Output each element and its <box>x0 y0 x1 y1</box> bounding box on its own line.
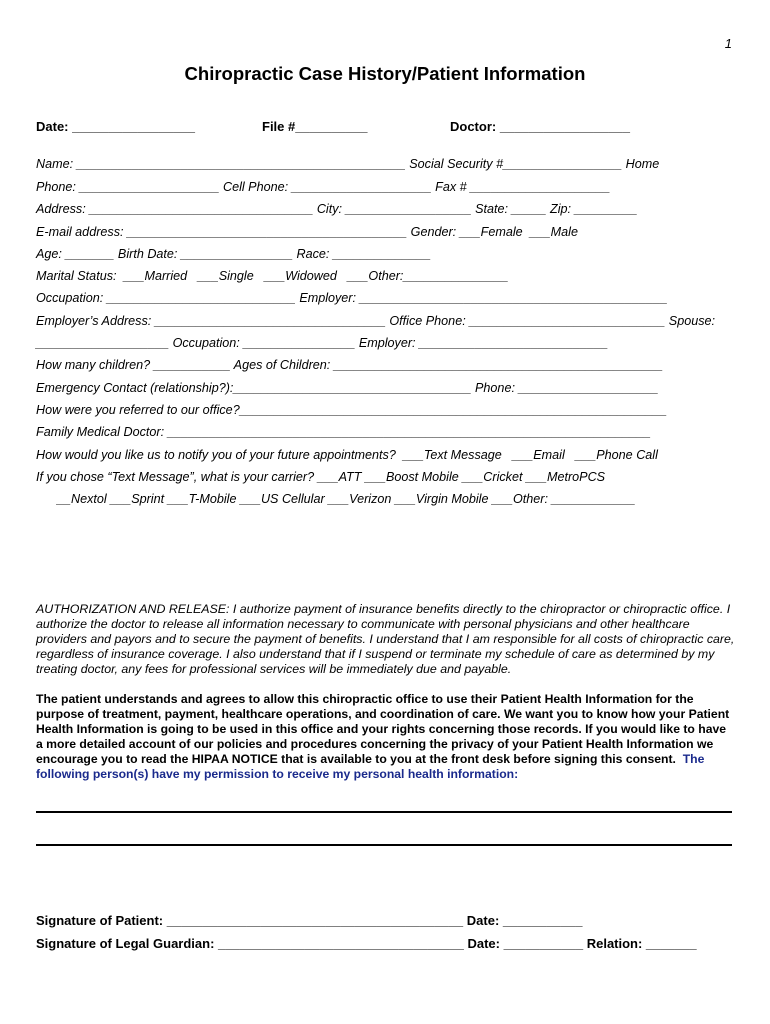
permission-entry-line-1[interactable] <box>36 811 732 813</box>
permission-entry-line-2[interactable] <box>36 844 732 846</box>
file-number-field[interactable]: File #__________ <box>262 119 368 134</box>
family-doctor-line[interactable]: Family Medical Doctor: _____________________________________________________________________ <box>36 425 651 439</box>
hipaa-consent-text <box>36 692 736 782</box>
address-line[interactable]: Address: ________________________________ City: __________________ State: _____ Zip: _________ <box>36 202 638 216</box>
hipaa-body: The patient understands and agrees to allow this chiropractic office to use their Patient Health Information for the purpose of treatment, payment, healthcare operations, and coordination of care. We want you to know how your Patient Health Information is going to be used in this office and your rights concerning those records. If you would like to have a more detailed account of our policies and procedures concerning the privacy of your Patient Health Information we encourage you to read the HIPAA NOTICE that is available to you at the front desk before signing this consent. <box>36 692 730 766</box>
marital-status-line[interactable]: Marital Status: ___Married ___Single ___Widowed ___Other:_______________ <box>36 269 509 283</box>
carrier-line-1[interactable]: If you chose “Text Message”, what is your carrier? ___ATT ___Boost Mobile ___Cricket ___MetroPCS <box>36 470 606 484</box>
children-line[interactable]: How many children? ___________ Ages of Children: _______________________________________________ <box>36 358 663 372</box>
age-birth-race-line[interactable]: Age: _______ Birth Date: ________________ Race: ______________ <box>36 247 431 261</box>
carrier-line-2[interactable]: __Nextol ___Sprint ___T-Mobile ___US Cellular ___Verizon ___Virgin Mobile ___Other: ____________ <box>36 492 636 506</box>
phone-line[interactable]: Phone: ____________________ Cell Phone: ____________________ Fax # ____________________ <box>36 180 611 194</box>
notification-line[interactable]: How would you like us to notify you of your future appointments? ___Text Message ___Email ___Phone Call <box>36 448 658 462</box>
occupation-employer-line[interactable]: Occupation: ___________________________ Employer: ____________________________________________ <box>36 291 668 305</box>
doctor-field[interactable]: Doctor: __________________ <box>450 119 630 134</box>
guardian-signature-line[interactable]: Signature of Legal Guardian: __________________________________ Date: ___________ Relation: _______ <box>36 936 697 951</box>
referral-line[interactable]: How were you referred to our office?_____________________________________________________________ <box>36 403 667 417</box>
date-field[interactable]: Date: _________________ <box>36 119 196 134</box>
emergency-contact-line[interactable]: Emergency Contact (relationship?):__________________________________ Phone: ____________________ <box>36 381 659 395</box>
patient-signature-line[interactable]: Signature of Patient: _________________________________________ Date: ___________ <box>36 913 583 928</box>
name-ssn-line[interactable]: Name: _______________________________________________ Social Security #_________________ Home <box>36 157 660 171</box>
email-gender-line[interactable]: E-mail address: ________________________________________ Gender: ___Female ___Male <box>36 225 578 239</box>
page-number: 1 <box>724 36 732 51</box>
permission-statement: The following person(s) have my permission to receive my personal health information: <box>36 752 705 781</box>
authorization-release-text: AUTHORIZATION AND RELEASE: I authorize payment of insurance benefits directly to the chiropractor or chiropractic office. I authorize the doctor to release all information necessary to communicate with personal physicians and other healthcare providers and payors and to secure the payment of benefits. I understand that I am responsible for all costs of chiropractic care, regardless of insurance coverage. I also understand that if I suspend or terminate my schedule of care as determined by my treating doctor, any fees for professional services will be immediately due and payable. <box>36 602 735 676</box>
spouse-line[interactable]: ___________________ Occupation: ________________ Employer: ___________________________ <box>36 336 609 350</box>
page-title: Chiropractic Case History/Patient Information <box>184 63 586 84</box>
employer-address-line[interactable]: Employer’s Address: _________________________________ Office Phone: ____________________________ Spouse: <box>36 314 716 328</box>
